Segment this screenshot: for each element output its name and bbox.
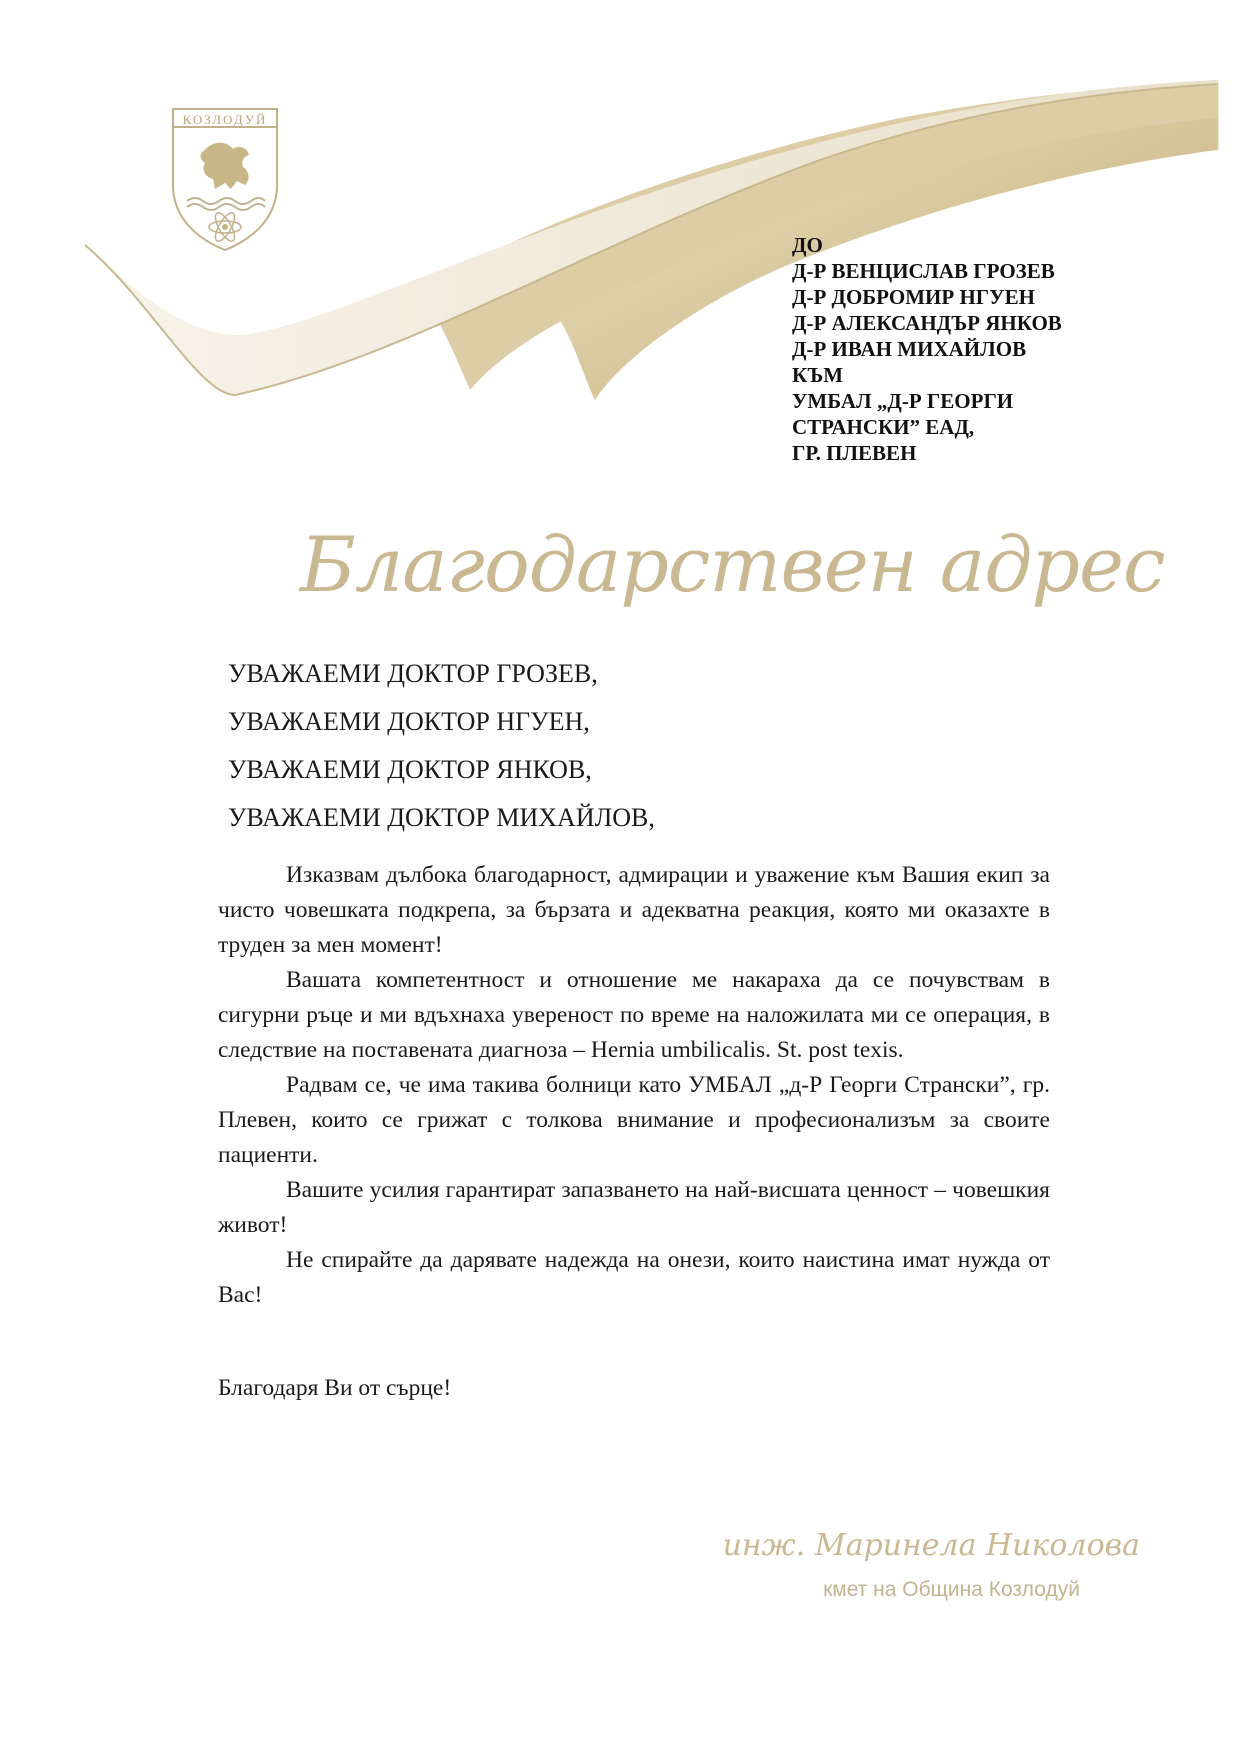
address-line: КЪМ xyxy=(792,363,844,387)
salutations xyxy=(228,650,928,842)
paragraph: Вашите усилия гарантират запазването на най-висшата ценност – човешкия живот! xyxy=(218,1177,1050,1238)
address-line: Д-Р ИВАН МИХАЙЛОВ xyxy=(792,337,1027,361)
salutation-line: УВАЖАЕМИ ДОКТОР НГУЕН, xyxy=(228,707,590,736)
address-line: СТРАНСКИ” ЕАД, xyxy=(792,415,975,439)
address-line: ГР. ПЛЕВЕН xyxy=(792,441,917,465)
document-title: Благодарствен адрес xyxy=(300,520,1165,609)
paragraph: Вашата компетентност и отношение ме накараха да се почувствам в сигурни ръце и ми вдъхнаха увереност по време на наложилата ми се операция, в следствие на поставената диагноза – Hernia umbilicalis. St. post texis. xyxy=(218,967,1050,1063)
paragraph: Радвам се, че има такива болници като УМБАЛ „д-Р Георги Странски”, гр. Плевен, които се грижат с толкова внимание и професионализъм за своите пациенти. xyxy=(218,1072,1050,1168)
address-line: Д-Р АЛЕКСАНДЪР ЯНКОВ xyxy=(792,311,1062,335)
recipient-address xyxy=(792,232,1212,466)
address-line: Д-Р ВЕНЦИСЛАВ ГРОЗЕВ xyxy=(792,259,1055,283)
salutation-line: УВАЖАЕМИ ДОКТОР ЯНКОВ, xyxy=(228,755,592,784)
paragraph: Изказвам дълбока благодарност, адмирации и уважение към Вашия екип за чисто човешката подкрепа, за бързата и адекватна реакция, която ми оказахте в труден за мен момент! xyxy=(218,862,1050,958)
salutation-line: УВАЖАЕМИ ДОКТОР МИХАЙЛОВ, xyxy=(228,803,655,832)
signatory-role: кмет на Община Козлодуй xyxy=(823,1578,1080,1601)
paragraph: Не спирайте да дарявате надежда на онези, които наистина имат нужда от Вас! xyxy=(218,1247,1050,1308)
address-line: Д-Р ДОБРОМИР НГУЕН xyxy=(792,285,1035,309)
address-line: УМБАЛ „Д-Р ГЕОРГИ xyxy=(792,389,1014,413)
letter-body xyxy=(218,858,1050,1313)
crest-label: КОЗЛОДУЙ xyxy=(182,112,268,127)
signatory-name: инж. Маринела Николова xyxy=(722,1528,1140,1563)
closing-line: Благодаря Ви от сърце! xyxy=(218,1375,452,1401)
salutation-line: УВАЖАЕМИ ДОКТОР ГРОЗЕВ, xyxy=(228,659,598,688)
address-line: ДО xyxy=(792,233,823,257)
